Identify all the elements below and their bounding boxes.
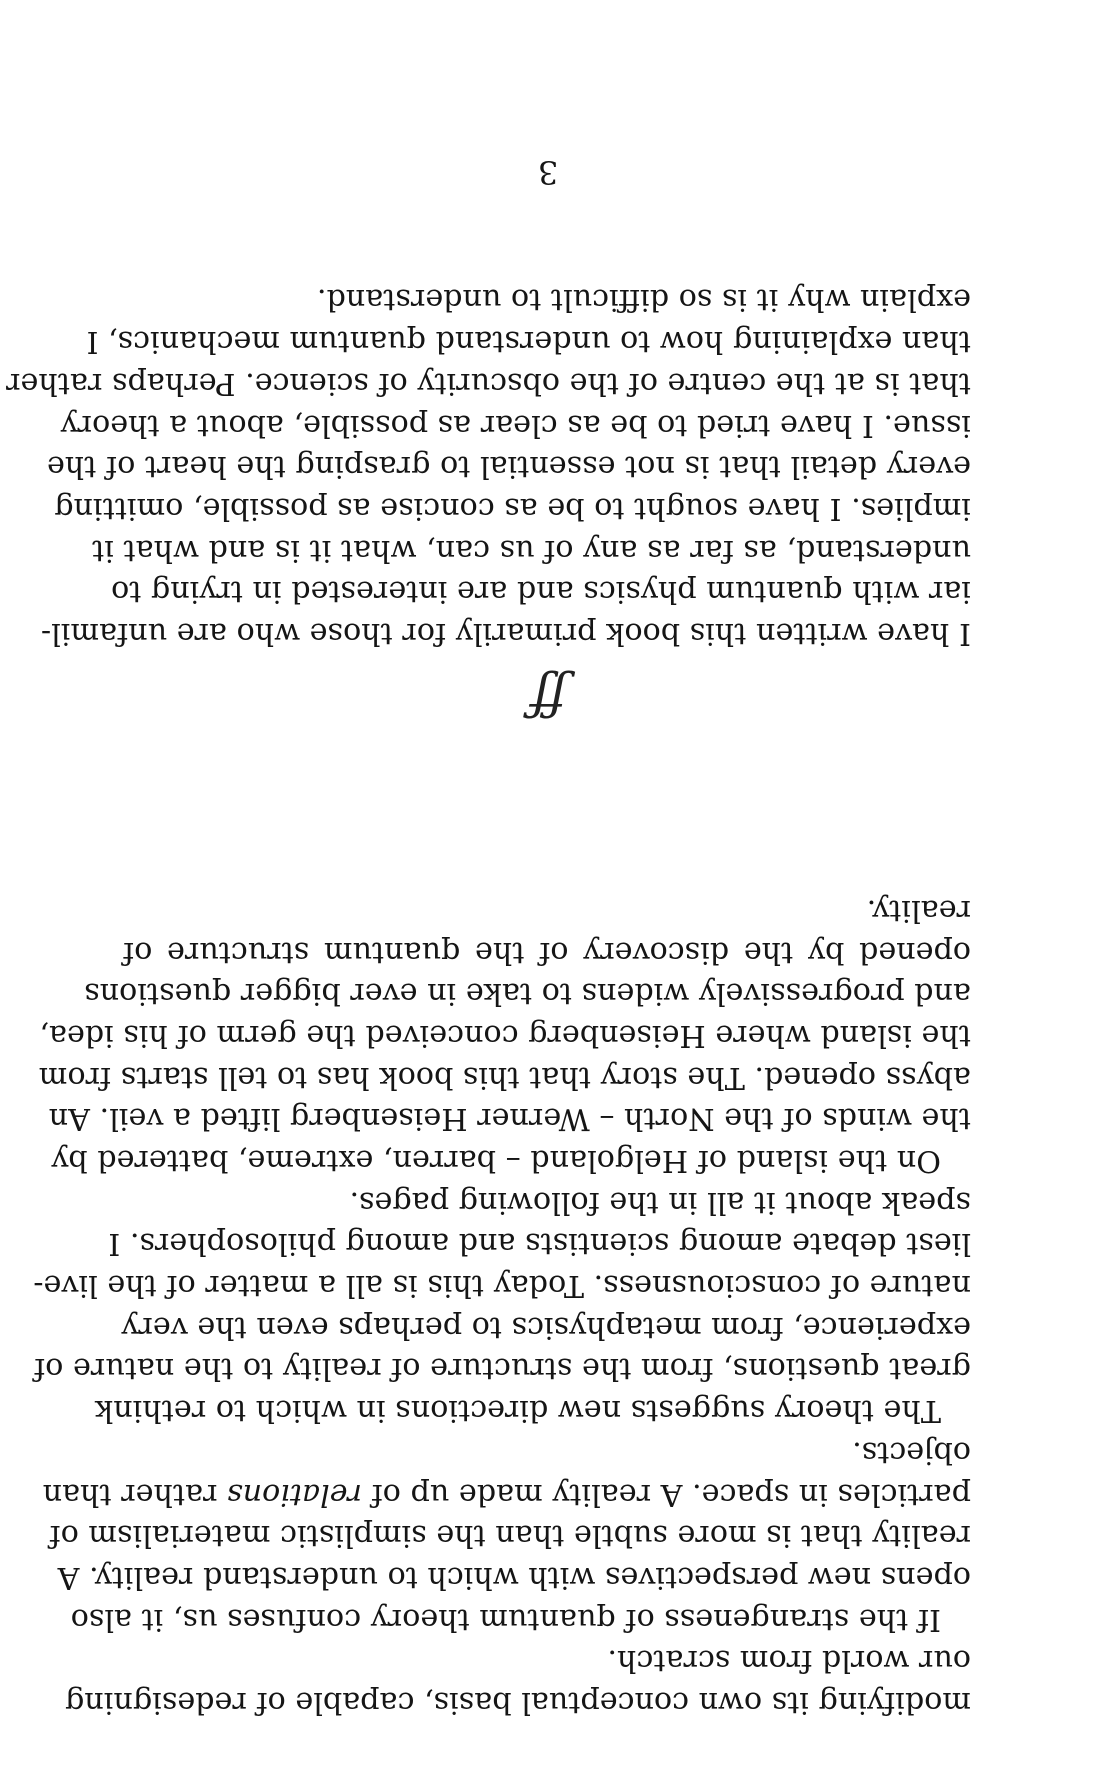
text-line: issue. I have tried to be as clear as possible, about a theory: [60, 407, 971, 443]
text-run: rather than: [42, 1476, 228, 1512]
text-run: particles in space. A reality made up of: [361, 1476, 971, 1512]
text-line: modifying its own conceptual basis, capable of redesigning: [65, 1685, 971, 1720]
text-line: our world from scratch.: [607, 1643, 971, 1679]
text-line: understand, as far as any of us can, what it is and what it: [92, 532, 971, 568]
section-break-ornament: ƒƒ: [530, 669, 566, 727]
text-line: and progressively widens to take in ever bigger questions: [84, 976, 971, 1012]
text-line: speak about it all in the following pages.: [349, 1184, 971, 1220]
text-line: I have written this book primarily for those who are unfamil-: [40, 616, 971, 651]
text-line: nature of consciousness. Today this is all a matter of the live-: [33, 1268, 971, 1304]
body-text-section-two: [6, 279, 971, 654]
text-line: liest debate among scientists and among philosophers. I: [108, 1226, 971, 1262]
text-line: reality.: [866, 892, 971, 928]
text-line: great questions, from the structure of reality to the nature of: [34, 1351, 971, 1387]
text-line: opens new perspectives with which to understand reality. A: [57, 1559, 971, 1595]
text-line: explain why it is so difficult to understand.: [316, 282, 971, 318]
text-line: abyss opened. The story that this book has to tell starts from: [38, 1059, 971, 1095]
text-line: reality that is more subtle than the simplistic materialism of: [49, 1518, 971, 1554]
text-line: objects.: [852, 1434, 971, 1470]
text-line: implies. I have sought to be as concise as possible, omitting: [54, 490, 971, 526]
text-line: iar with quantum physics and are interested in trying to: [111, 574, 971, 610]
text-line: opened by the discovery of the quantum structure of: [123, 934, 971, 970]
text-line-with-italic: [42, 1473, 971, 1515]
text-line: the winds of the North – Werner Heisenberg lifted a veil. An: [48, 1101, 971, 1137]
text-line: experience, from metaphysics to perhaps even the very: [121, 1309, 971, 1345]
text-line: that is at the centre of the obscurity of science. Perhaps rather: [6, 365, 971, 401]
body-text-section-one: [33, 889, 971, 1723]
text-line: every detail that is not essential to grasping the heart of the: [46, 449, 971, 485]
text-line: On the island of Helgoland – barren, extreme, battered by: [51, 1143, 941, 1179]
italic-word: relations: [227, 1476, 362, 1512]
text-line: If the strangeness of quantum theory confuses us, it also: [70, 1601, 941, 1637]
text-line: The theory suggests new directions in which to rethink: [94, 1393, 941, 1429]
text-line: than explaining how to understand quantum mechanics, I: [86, 324, 971, 360]
page-number: 3: [537, 153, 559, 191]
text-line: the island where Heisenberg conceived the germ of his idea,: [39, 1018, 971, 1053]
